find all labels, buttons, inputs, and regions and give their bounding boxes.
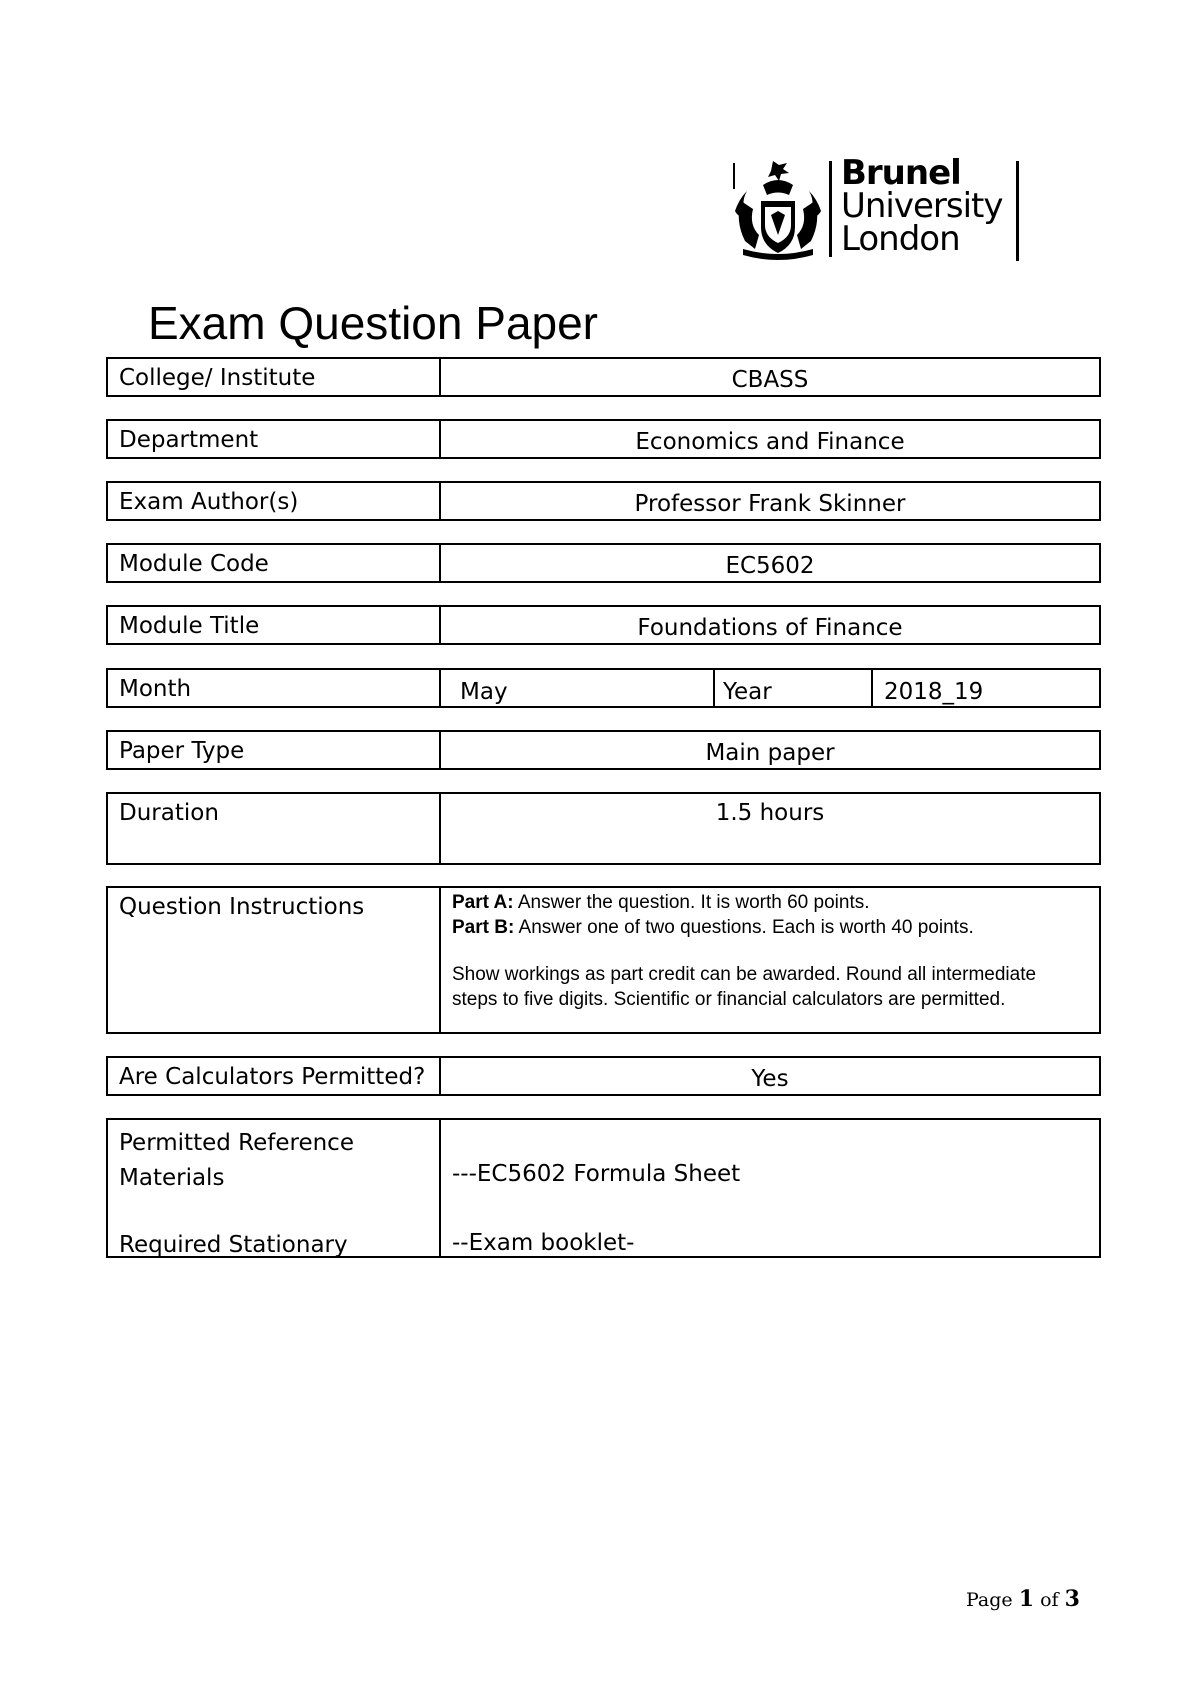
college-row xyxy=(106,357,1101,397)
instructions-row xyxy=(106,886,1101,1034)
page-title: Exam Question Paper xyxy=(148,297,599,349)
crest-icon xyxy=(733,157,823,263)
duration-row xyxy=(106,792,1101,865)
logo-divider-right xyxy=(1016,161,1019,261)
logo-line-london: London xyxy=(841,219,960,259)
paper-type-label: Paper Type xyxy=(108,732,441,768)
year-value: 2018_19 xyxy=(884,679,984,705)
duration-label: Duration xyxy=(108,794,441,863)
college-value: CBASS xyxy=(731,367,809,393)
calculators-label: Are Calculators Permitted? xyxy=(108,1058,441,1094)
reference-label-line-2: Materials xyxy=(119,1165,225,1191)
module-title-row xyxy=(106,605,1101,645)
reference-row xyxy=(106,1118,1101,1258)
module-code-value: EC5602 xyxy=(725,553,815,579)
calculators-row xyxy=(106,1056,1101,1096)
module-code-label: Module Code xyxy=(108,545,441,581)
stationary-value: --Exam booklet- xyxy=(452,1230,635,1256)
paper-type-row xyxy=(106,730,1101,770)
author-label: Exam Author(s) xyxy=(108,483,441,519)
university-logo xyxy=(733,153,1028,263)
reference-label-line-1: Permitted Reference xyxy=(119,1130,354,1156)
department-value: Economics and Finance xyxy=(635,429,905,455)
instructions-part-b xyxy=(452,915,1099,940)
year-label: Year xyxy=(715,670,873,706)
part-b-label: Part B: xyxy=(452,917,515,938)
logo-line-university: University xyxy=(841,186,1003,226)
module-title-value: Foundations of Finance xyxy=(637,615,903,641)
part-a-label: Part A: xyxy=(452,892,514,913)
part-b-text: Answer one of two questions. Each is worth 40 points. xyxy=(514,917,974,938)
author-row xyxy=(106,481,1101,521)
instructions-line-4: steps to five digits. Scientific or financial calculators are permitted. xyxy=(452,989,1006,1010)
author-value: Professor Frank Skinner xyxy=(634,491,906,517)
department-row xyxy=(106,419,1101,459)
instructions-part-a xyxy=(452,890,1099,915)
page-current: 1 xyxy=(1018,1586,1035,1612)
calculators-value: Yes xyxy=(751,1066,789,1092)
page-number xyxy=(966,1586,1080,1612)
department-label: Department xyxy=(108,421,441,457)
logo-line-brunel: Brunel xyxy=(841,153,961,193)
part-a-text: Answer the question. It is worth 60 points. xyxy=(513,892,870,913)
module-title-label: Module Title xyxy=(108,607,441,643)
materials-value: ---EC5602 Formula Sheet xyxy=(452,1161,741,1187)
reference-labels xyxy=(119,1126,354,1263)
module-code-row xyxy=(106,543,1101,583)
college-label: College/ Institute xyxy=(108,359,441,395)
reference-label-cell xyxy=(108,1120,441,1256)
month-year-row xyxy=(106,668,1101,708)
month-value: May xyxy=(441,670,715,706)
logo-divider xyxy=(829,161,832,257)
duration-value: 1.5 hours xyxy=(715,800,825,826)
paper-type-value: Main paper xyxy=(705,740,835,766)
of-word: of xyxy=(1034,1589,1065,1611)
stationary-label: Required Stationary xyxy=(119,1232,348,1258)
page-total: 3 xyxy=(1064,1586,1080,1612)
instructions-line-3: Show workings as part credit can be awarded. Round all intermediate xyxy=(452,964,1037,985)
month-label: Month xyxy=(108,670,441,706)
instructions-text xyxy=(441,888,1099,1032)
logo-wordmark xyxy=(841,153,1003,259)
instructions-label: Question Instructions xyxy=(108,888,441,1032)
page-word: Page xyxy=(966,1589,1019,1611)
